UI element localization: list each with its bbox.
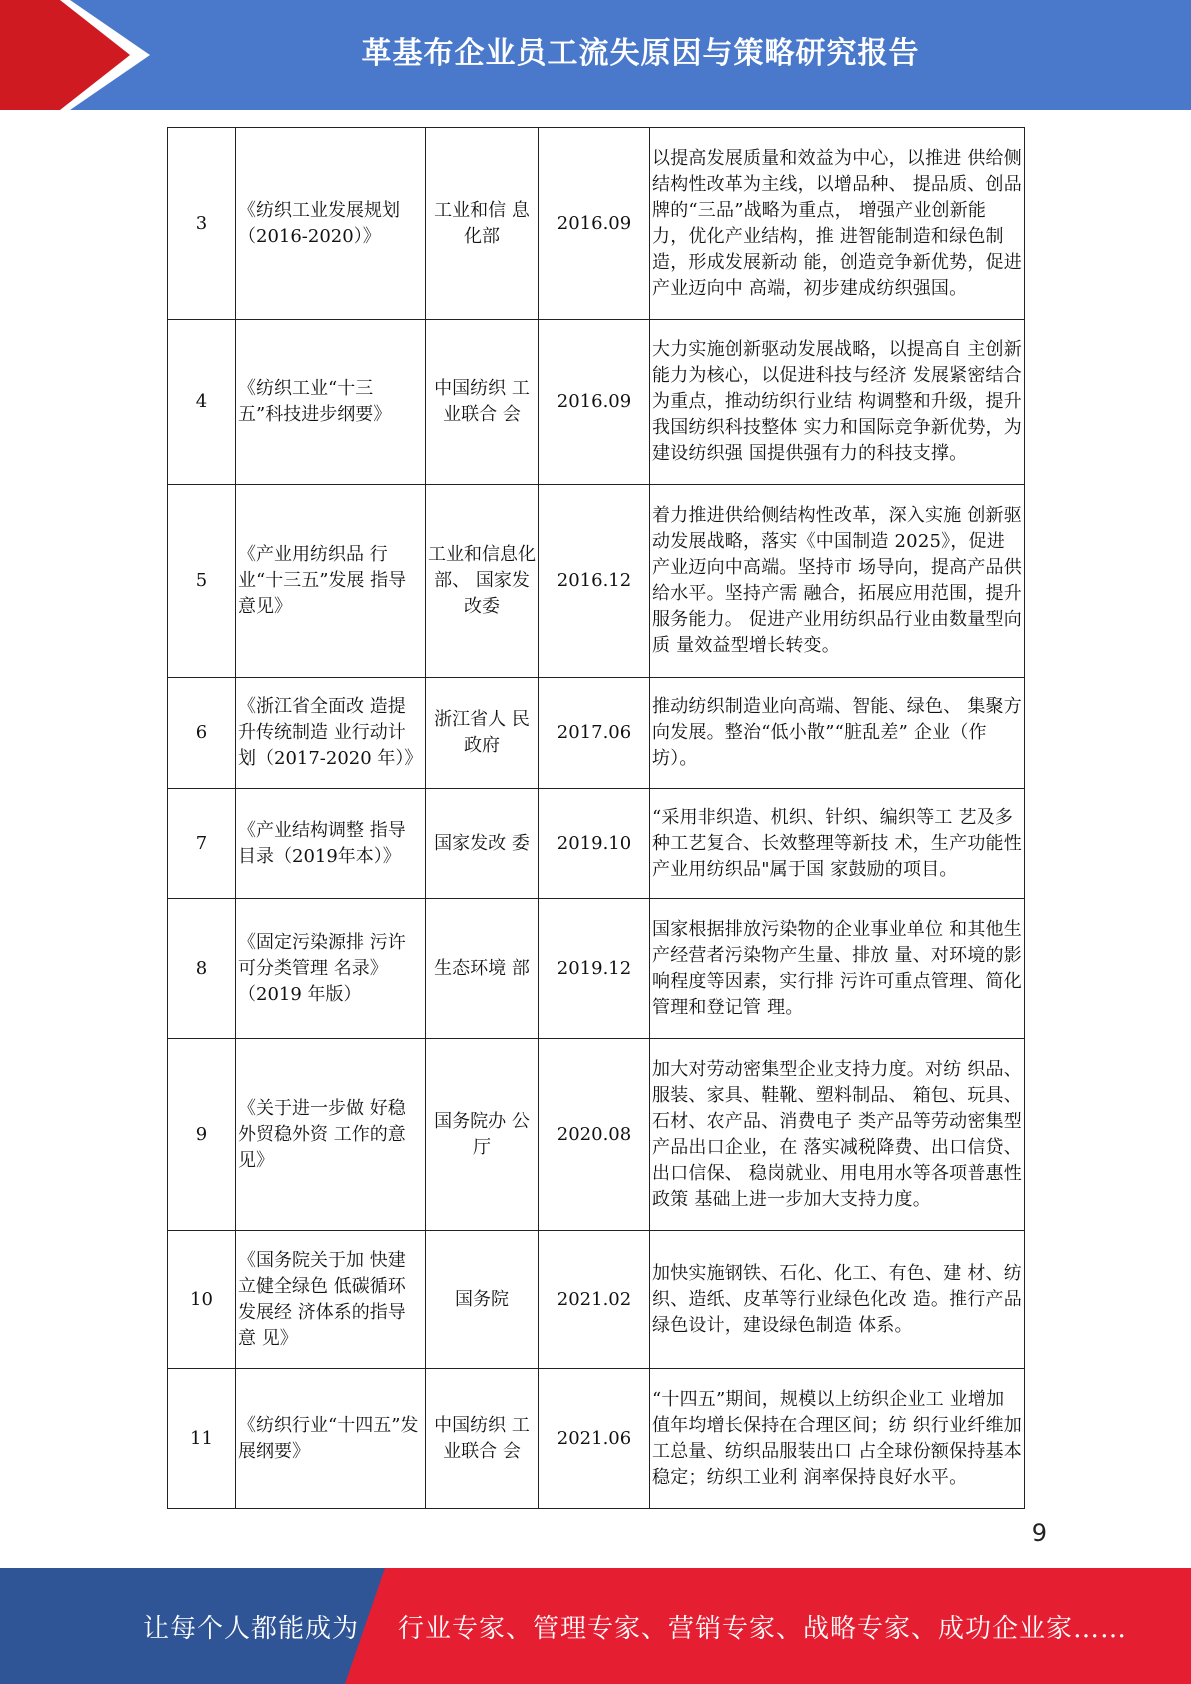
issue-date: 2016.09 [539, 128, 650, 320]
page-number: 9 [1031, 1519, 1047, 1547]
policy-name: 《纺织工业“十三 五”科技进步纲要》 [236, 320, 426, 485]
policy-name: 《纺织行业“十四五”发展纲要》 [236, 1369, 426, 1509]
issuing-department: 中国纺织 工业联合 会 [426, 1369, 539, 1509]
policy-content: “十四五”期间，规模以上纺织企业工 业增加值年均增长保持在合理区间；纺 织行业纤维加工总量、纺织品服装出口 占全球份额保持基本稳定；纺织工业利 润率保持良好水平。 [650, 1369, 1025, 1509]
policy-name: 《浙江省全面改 造提升传统制造 业行动计划（2017-2020 年）》 [236, 678, 426, 789]
footer-slogan-left: 让每个人都能成为 [143, 1613, 360, 1644]
row-number: 10 [168, 1231, 236, 1369]
issue-date: 2016.12 [539, 485, 650, 678]
page-footer [0, 1568, 1191, 1684]
row-number: 5 [168, 485, 236, 678]
issue-date: 2019.10 [539, 789, 650, 899]
issue-date: 2021.06 [539, 1369, 650, 1509]
issuing-department: 生态环境 部 [426, 899, 539, 1039]
row-number: 4 [168, 320, 236, 485]
issuing-department: 国务院办 公厅 [426, 1039, 539, 1231]
policy-table [167, 127, 1025, 1509]
report-title: 革基布企业员工流失原因与策略研究报告 [361, 36, 920, 71]
issuing-department: 工业和信 息化部 [426, 128, 539, 320]
row-number: 9 [168, 1039, 236, 1231]
issuing-department: 中国纺织 工业联合 会 [426, 320, 539, 485]
row-number: 6 [168, 678, 236, 789]
table-row [168, 320, 1025, 485]
policy-name: 《国务院关于加 快建立健全绿色 低碳循环发展经 济体系的指导意 见》 [236, 1231, 426, 1369]
policy-content: 着力推进供给侧结构性改革，深入实施 创新驱动发展战略，落实《中国制造 2025》，促进产业迈向中高端。坚持市 场导向，提高产品供给水平。坚持产需 融合，拓展应用范围，提升服务能力。 促进产业用纺织品行业由数量型向质 量效益型增长转变。 [650, 485, 1025, 678]
footer-slogan-right: 行业专家、管理专家、营销专家、战略专家、成功企业家…… [398, 1613, 1128, 1644]
table-row [168, 1369, 1025, 1509]
issuing-department: 浙江省人 民政府 [426, 678, 539, 789]
policy-name: 《产业用纺织品 行业“十三五”发展 指导意见》 [236, 485, 426, 678]
issue-date: 2019.12 [539, 899, 650, 1039]
issuing-department: 工业和信息化部、 国家发改委 [426, 485, 539, 678]
table-row [168, 485, 1025, 678]
issue-date: 2020.08 [539, 1039, 650, 1231]
policy-name: 《产业结构调整 指导目录（2019年本）》 [236, 789, 426, 899]
policy-name: 《固定污染源排 污许可分类管理 名录》（2019 年版） [236, 899, 426, 1039]
table-row [168, 899, 1025, 1039]
issue-date: 2021.02 [539, 1231, 650, 1369]
header-arrow-decoration [0, 0, 150, 110]
table-row [168, 1039, 1025, 1231]
policy-content: 大力实施创新驱动发展战略，以提高自 主创新能力为核心，以促进科技与经济 发展紧密结合为重点，推动纺织行业结 构调整和升级，提升我国纺织科技整体 实力和国际竞争新优势，为建设纺织强 国提供强有力的科技支撑。 [650, 320, 1025, 485]
policy-name: 《纺织工业发展规划（2016-2020）》 [236, 128, 426, 320]
table-row [168, 678, 1025, 789]
issuing-department: 国务院 [426, 1231, 539, 1369]
table-row [168, 789, 1025, 899]
issue-date: 2016.09 [539, 320, 650, 485]
policy-content: 加快实施钢铁、石化、化工、有色、建 材、纺织、造纸、皮革等行业绿色化改 造。推行产品绿色设计，建设绿色制造 体系。 [650, 1231, 1025, 1369]
row-number: 7 [168, 789, 236, 899]
table-row [168, 1231, 1025, 1369]
policy-content: 国家根据排放污染物的企业事业单位 和其他生产经营者污染物产生量、排放 量、对环境的影响程度等因素，实行排 污许可重点管理、简化管理和登记管 理。 [650, 899, 1025, 1039]
policy-content: 以提高发展质量和效益为中心，以推进 供给侧结构性改革为主线，以增品种、 提品质、创品牌的“三品”战略为重点， 增强产业创新能力，优化产业结构，推 进智能制造和绿色制造，形成发展新动 能，创造竞争新优势，促进产业迈向中 高端，初步建成纺织强国。 [650, 128, 1025, 320]
row-number: 11 [168, 1369, 236, 1509]
row-number: 8 [168, 899, 236, 1039]
policy-content: 加大对劳动密集型企业支持力度。对纺 织品、服装、家具、鞋靴、塑料制品、 箱包、玩具、石材、农产品、消费电子 类产品等劳动密集型产品出口企业，在 落实减税降费、出口信贷、出口信保、 稳岗就业、用电用水等各项普惠性政策 基础上进一步加大支持力度。 [650, 1039, 1025, 1231]
page-header [0, 0, 1191, 110]
row-number: 3 [168, 128, 236, 320]
issuing-department: 国家发改 委 [426, 789, 539, 899]
policy-name: 《关于进一步做 好稳外贸稳外资 工作的意见》 [236, 1039, 426, 1231]
issue-date: 2017.06 [539, 678, 650, 789]
policy-content: 推动纺织制造业向高端、智能、绿色、 集聚方向发展。整治“低小散”“脏乱差” 企业（作坊）。 [650, 678, 1025, 789]
policy-content: “采用非织造、机织、针织、编织等工 艺及多种工艺复合、长效整理等新技 术，生产功能性产业用纺织品"属于国 家鼓励的项目。 [650, 789, 1025, 899]
table-row [168, 128, 1025, 320]
